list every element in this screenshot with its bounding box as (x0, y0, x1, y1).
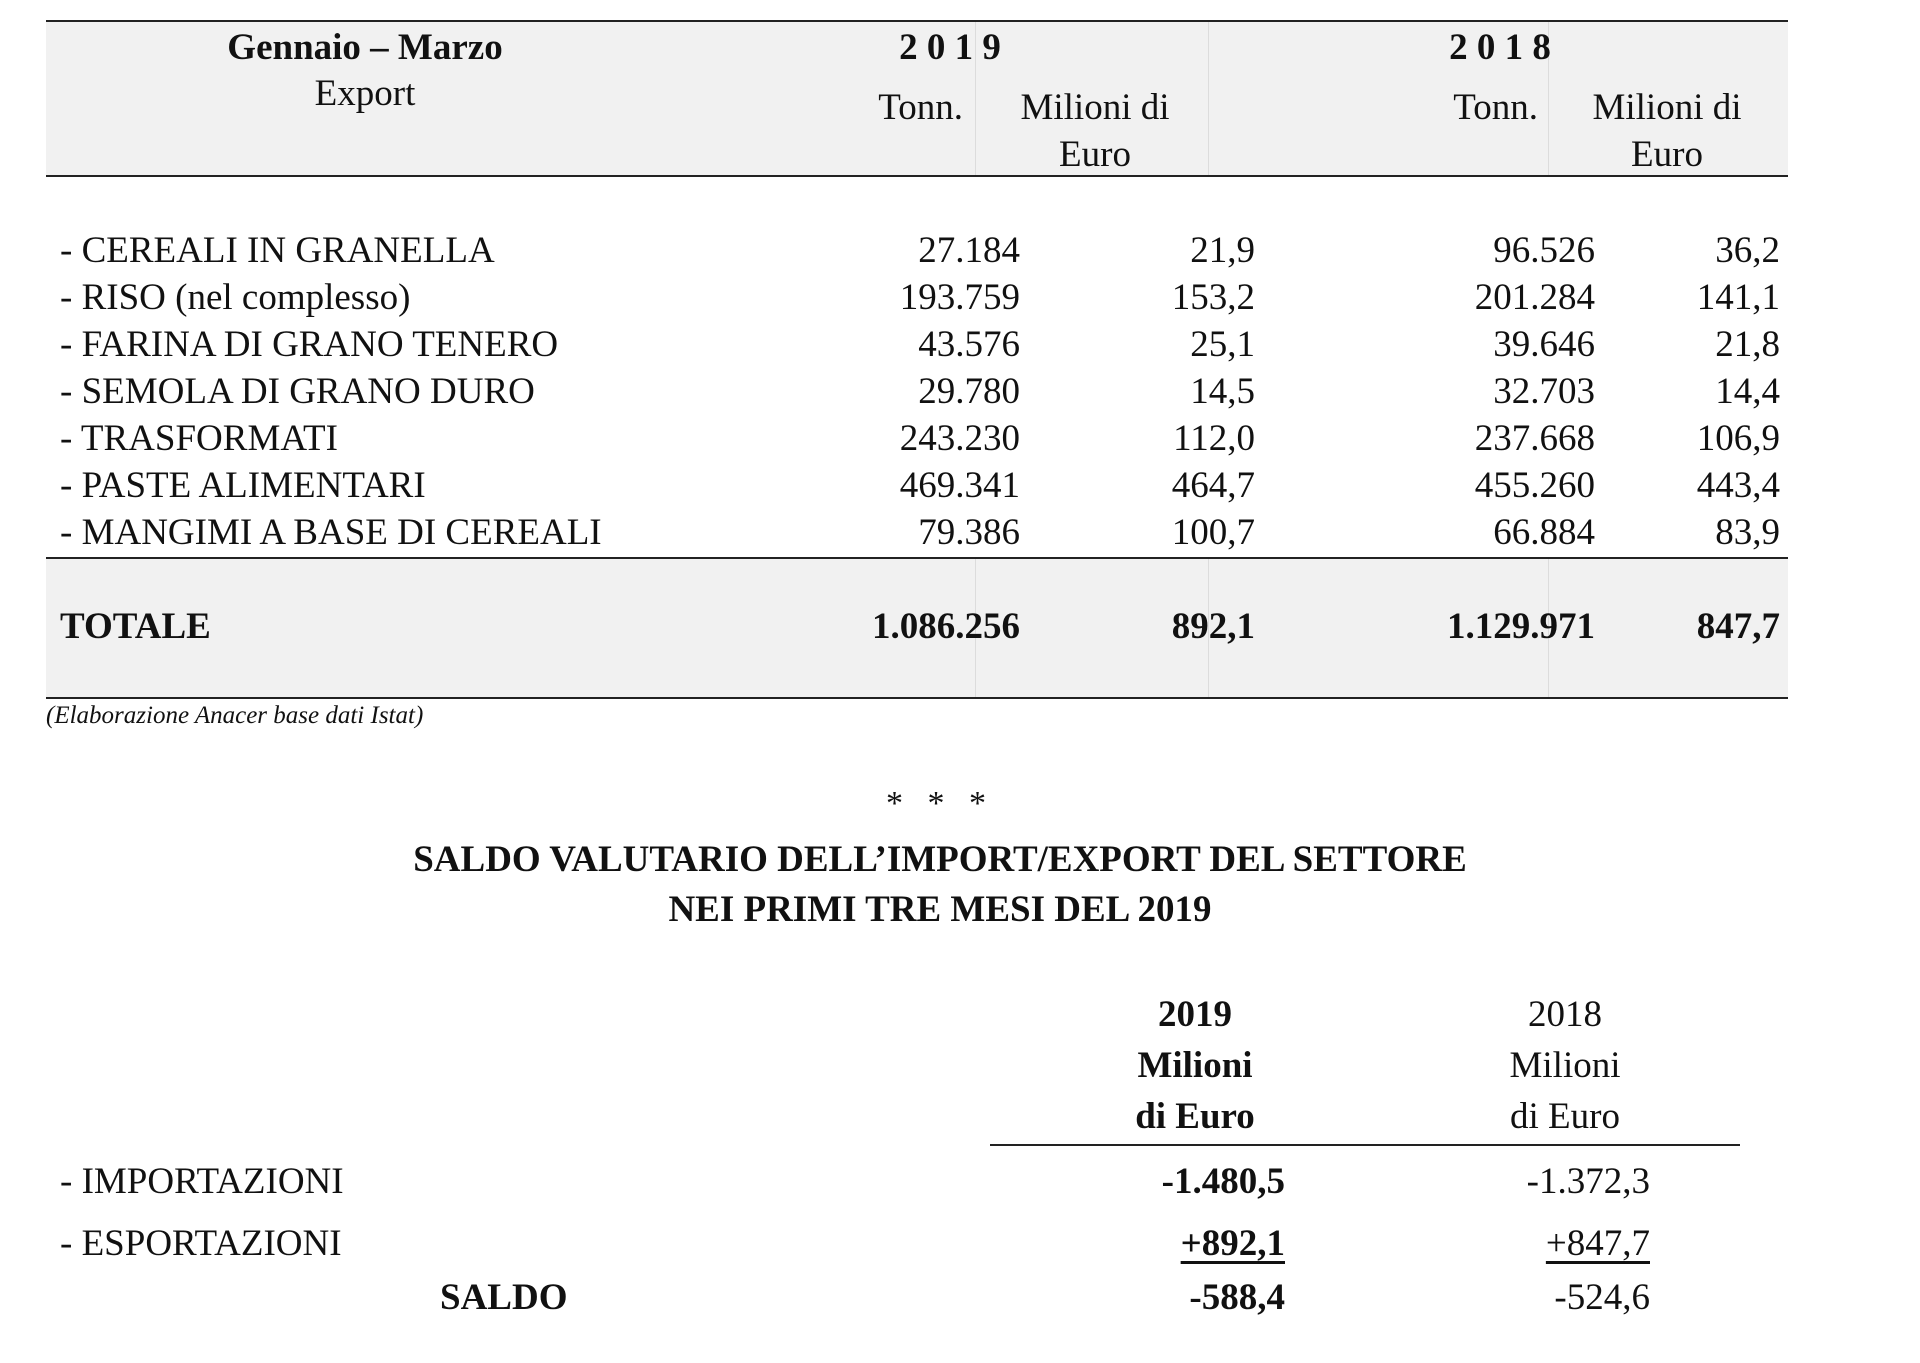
row-label: - CEREALI IN GRANELLA (60, 230, 495, 271)
total-eur-2019: 892,1 (1171, 606, 1255, 647)
eur-2018-cell: 106,9 (1696, 418, 1780, 459)
saldo-title-line1: SALDO VALUTARIO DELL’IMPORT/EXPORT DEL SETTORE (413, 839, 1467, 880)
source-note: (Elaborazione Anacer base dati Istat) (46, 702, 424, 729)
saldo-title-line2: NEI PRIMI TRE MESI DEL 2019 (668, 889, 1212, 930)
table-row (60, 276, 1780, 322)
row-label: - MANGIMI A BASE DI CEREALI (60, 512, 602, 553)
table-row (60, 370, 1780, 416)
tonn-2019-cell: 27.184 (918, 230, 1020, 271)
saldo-col-2019-year: 2019 (1158, 994, 1232, 1035)
col-eur-2019-line1: Milioni di (1020, 87, 1170, 128)
eur-2019-cell: 112,0 (1173, 418, 1255, 459)
eur-2018-cell: 21,8 (1715, 324, 1780, 365)
tonn-2018-cell: 32.703 (1493, 371, 1595, 412)
export-label: - ESPORTAZIONI (60, 1223, 342, 1264)
tonn-2018-cell: 66.884 (1493, 512, 1595, 553)
saldo-label: SALDO (440, 1277, 568, 1318)
tonn-2018-cell: 39.646 (1493, 324, 1595, 365)
saldo-2018-value: -524,6 (1554, 1277, 1650, 1318)
eur-2018-cell: 14,4 (1715, 371, 1780, 412)
tonn-2018-cell: 455.260 (1474, 465, 1595, 506)
tonn-2019-cell: 193.759 (899, 277, 1020, 318)
total-row (60, 605, 1780, 651)
table-top-rule (46, 20, 1788, 22)
col-tonn-2018: Tonn. (1453, 87, 1538, 128)
col-eur-2018-line2: Euro (1631, 134, 1703, 175)
tonn-2018-cell: 201.284 (1474, 277, 1595, 318)
col-eur-2018-line1: Milioni di (1592, 87, 1742, 128)
table-row (60, 417, 1780, 463)
saldo-col-2018-unit1: Milioni (1509, 1045, 1621, 1086)
table-row (60, 229, 1780, 275)
row-label: - RISO (nel complesso) (60, 277, 411, 318)
eur-2018-cell: 443,4 (1696, 465, 1780, 506)
export-2019-value: +892,1 (1180, 1223, 1285, 1264)
saldo-2019-value: -588,4 (1189, 1277, 1285, 1318)
eur-2018-cell: 36,2 (1715, 230, 1780, 271)
column-divider (1208, 20, 1209, 175)
eur-2019-cell: 14,5 (1190, 371, 1255, 412)
saldo-col-2019-unit2: di Euro (1135, 1096, 1255, 1137)
total-tonn-2018: 1.129.971 (1447, 606, 1595, 647)
col-eur-2019-line2: Euro (1059, 134, 1131, 175)
eur-2019-cell: 464,7 (1171, 465, 1255, 506)
eur-2019-cell: 153,2 (1171, 277, 1255, 318)
row-label: - TRASFORMATI (60, 418, 338, 459)
total-eur-2018: 847,7 (1696, 606, 1780, 647)
row-label: - SEMOLA DI GRANO DURO (60, 371, 535, 412)
tonn-2018-cell: 237.668 (1474, 418, 1595, 459)
header-bottom-rule (46, 175, 1788, 177)
export-2018-value: +847,7 (1545, 1223, 1650, 1264)
section-separator: * * * (886, 785, 994, 822)
row-label: - PASTE ALIMENTARI (60, 465, 426, 506)
table-row (60, 511, 1780, 557)
col-tonn-2019: Tonn. (878, 87, 963, 128)
eur-2019-cell: 21,9 (1190, 230, 1255, 271)
eur-2019-cell: 100,7 (1171, 512, 1255, 553)
tonn-2019-cell: 243.230 (899, 418, 1020, 459)
import-2019-value: -1.480,5 (1161, 1161, 1285, 1202)
table-row (60, 464, 1780, 510)
table-row (60, 323, 1780, 369)
eur-2019-cell: 25,1 (1190, 324, 1255, 365)
total-tonn-2019: 1.086.256 (872, 606, 1020, 647)
saldo-col-2019-unit1: Milioni (1137, 1045, 1253, 1086)
year-2019-heading: 2 0 1 9 (899, 27, 1001, 68)
tonn-2019-cell: 43.576 (918, 324, 1020, 365)
tonn-2018-cell: 96.526 (1493, 230, 1595, 271)
import-2018-value: -1.372,3 (1526, 1161, 1650, 1202)
import-label: - IMPORTAZIONI (60, 1161, 344, 1202)
export-subheading: Export (314, 73, 416, 114)
total-label: TOTALE (60, 606, 211, 647)
year-2018-heading: 2 0 1 8 (1449, 27, 1551, 68)
tonn-2019-cell: 79.386 (918, 512, 1020, 553)
eur-2018-cell: 141,1 (1696, 277, 1780, 318)
eur-2018-cell: 83,9 (1715, 512, 1780, 553)
row-label: - FARINA DI GRANO TENERO (60, 324, 559, 365)
tonn-2019-cell: 29.780 (918, 371, 1020, 412)
table-bottom-rule (46, 697, 1788, 699)
period-heading: Gennaio – Marzo (227, 27, 503, 68)
saldo-col-2018-unit2: di Euro (1510, 1096, 1620, 1137)
saldo-header-rule (990, 1144, 1740, 1146)
tonn-2019-cell: 469.341 (899, 465, 1020, 506)
total-top-rule (46, 557, 1788, 559)
saldo-col-2018-year: 2018 (1528, 994, 1602, 1035)
